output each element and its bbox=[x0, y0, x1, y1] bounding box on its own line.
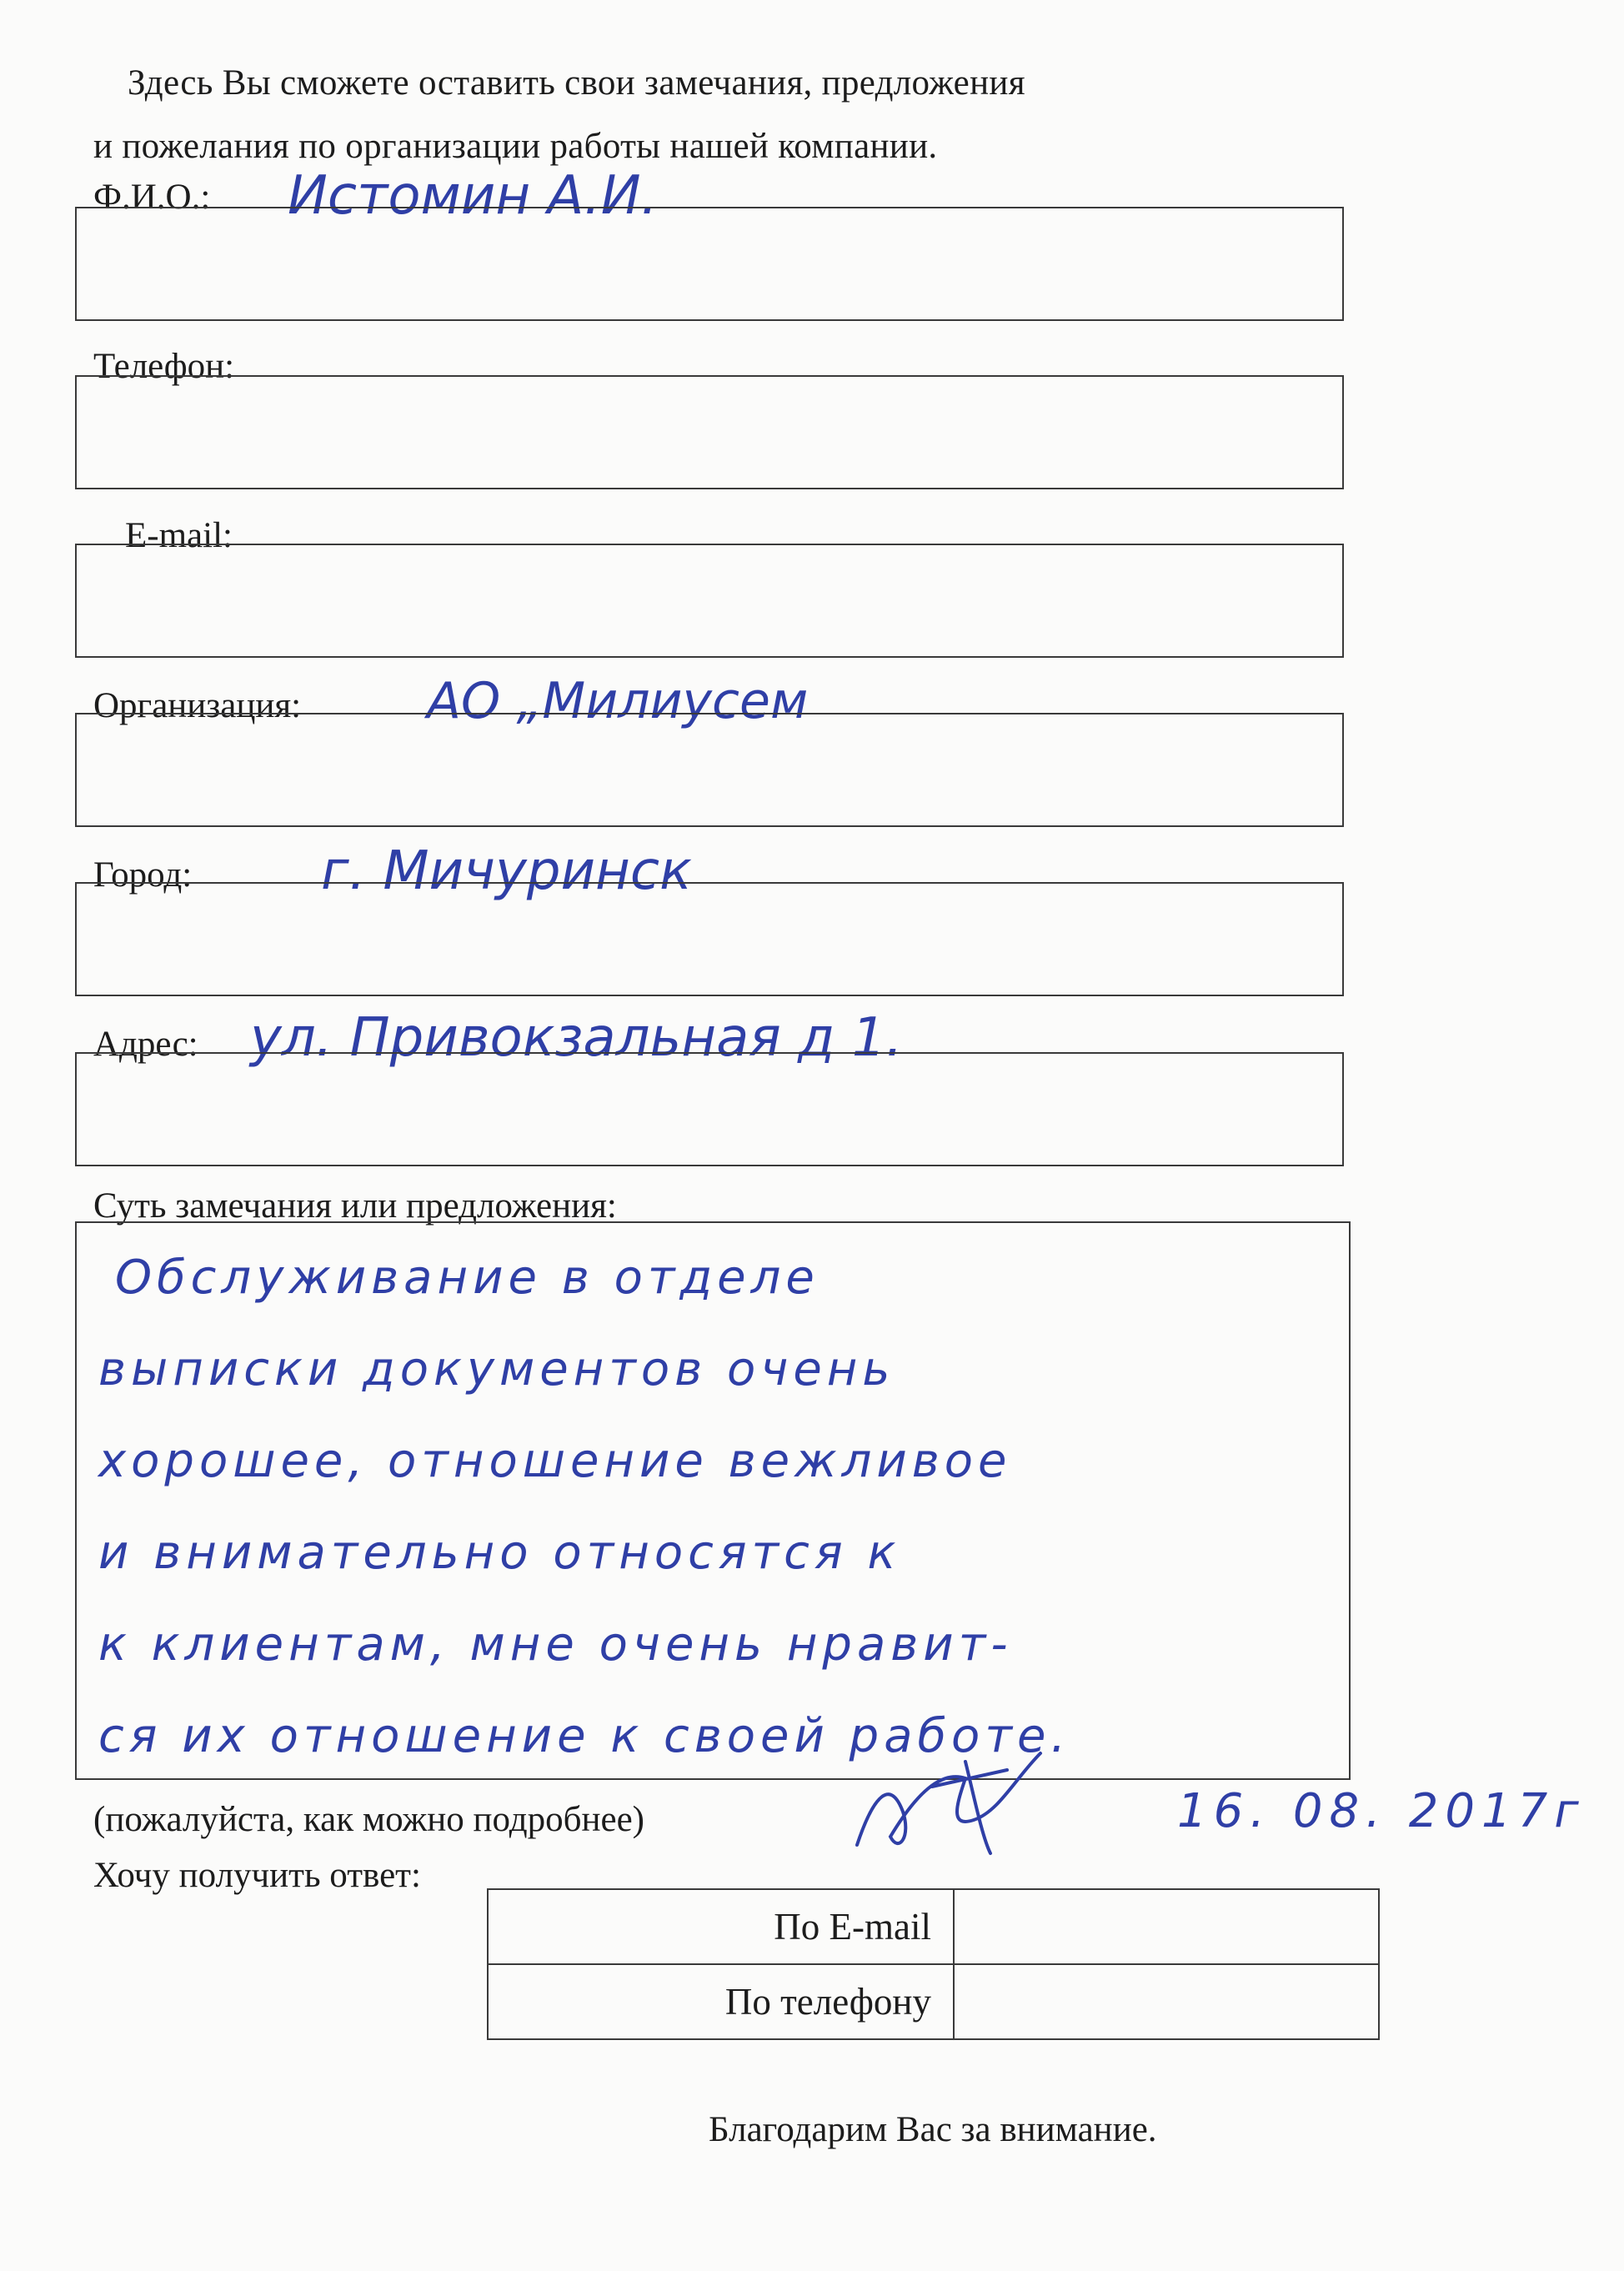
comment-label: Суть замечания или предложения: bbox=[93, 1186, 617, 1226]
address-value: ул. Привокзальная д 1. bbox=[250, 1007, 903, 1069]
reply-option-email-label: По E-mail bbox=[488, 1889, 954, 1964]
city-value: г. Мичуринск bbox=[321, 840, 692, 902]
address-label: Адрес: bbox=[93, 1025, 198, 1064]
address-field[interactable] bbox=[75, 1052, 1344, 1166]
fio-field[interactable] bbox=[75, 207, 1344, 321]
comment-line: хорошее, отношение вежливое bbox=[98, 1434, 1012, 1488]
comment-line: и внимательно относятся к bbox=[98, 1526, 901, 1580]
intro-line-2: и пожелания по организации работы нашей компании. bbox=[93, 127, 938, 166]
reply-options-table bbox=[487, 1888, 1380, 2040]
comment-text bbox=[98, 1251, 1382, 1801]
comment-line: ся их отношение к своей работе. bbox=[98, 1709, 1071, 1763]
phone-label: Телефон: bbox=[93, 347, 235, 386]
phone-field[interactable] bbox=[75, 375, 1344, 489]
reply-option-row bbox=[488, 1889, 1379, 1964]
organization-field[interactable] bbox=[75, 713, 1344, 827]
signature-image bbox=[840, 1745, 1057, 1862]
fio-value: Истомин А.И. bbox=[288, 165, 658, 227]
organization-label: Организация: bbox=[93, 686, 302, 725]
reply-option-email-checkbox[interactable] bbox=[954, 1889, 1379, 1964]
reply-option-phone-label: По телефону bbox=[488, 1964, 954, 2039]
fio-label: Ф.И.О.: bbox=[93, 178, 211, 217]
email-field[interactable] bbox=[75, 544, 1344, 658]
organization-value: АО „Милиусем bbox=[427, 672, 809, 730]
email-label: E-mail: bbox=[125, 516, 233, 555]
city-label: Город: bbox=[93, 855, 193, 895]
reply-option-phone-checkbox[interactable] bbox=[954, 1964, 1379, 2039]
reply-option-row bbox=[488, 1964, 1379, 2039]
intro-text bbox=[93, 52, 1025, 178]
comment-line: к клиентам, мне очень нравит- bbox=[98, 1617, 1013, 1672]
city-field[interactable] bbox=[75, 882, 1344, 996]
comment-date: 16. 08. 2017г bbox=[1177, 1784, 1586, 1838]
comment-hint: (пожалуйста, как можно подробнее) bbox=[93, 1800, 644, 1839]
reply-label: Хочу получить ответ: bbox=[93, 1856, 421, 1895]
comment-line: Обслуживание в отделе bbox=[115, 1251, 820, 1305]
intro-line-1: Здесь Вы сможете оставить свои замечания, предложения bbox=[128, 63, 1025, 103]
footer-thanks: Благодарим Вас за внимание. bbox=[709, 2110, 1157, 2149]
comment-line: выписки документов очень bbox=[98, 1342, 895, 1396]
